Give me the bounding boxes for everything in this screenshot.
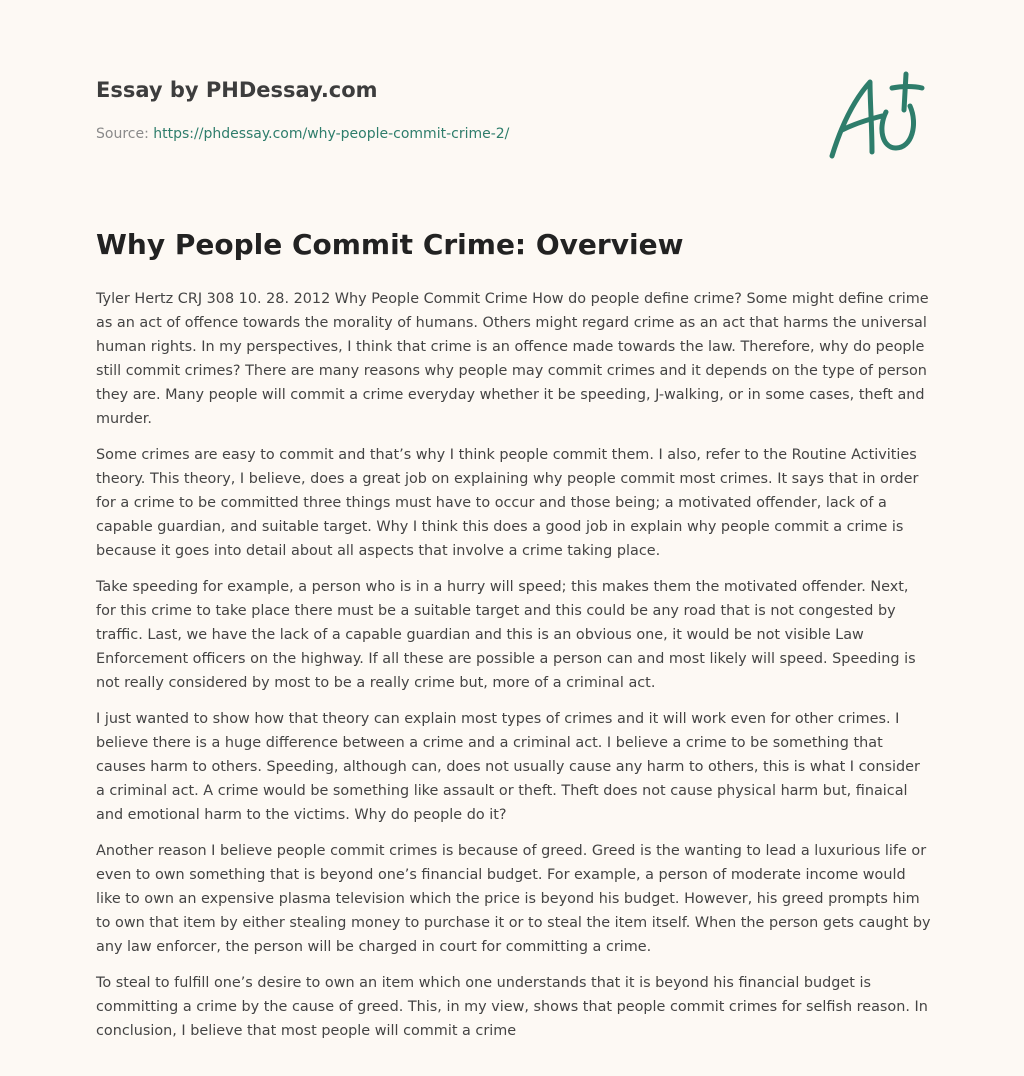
- page-title: Why People Commit Crime: Overview: [96, 228, 684, 261]
- source-link[interactable]: https://phdessay.com/why-people-commit-crime-2/: [153, 126, 510, 142]
- essay-paragraph: To steal to fulfill one’s desire to own an item which one understands that it is beyond his financial budget is committing a crime by the cause of greed. This, in my view, shows that people commit crimes for selfish reason. In conclusion, I believe that most people will commit a crime: [96, 975, 928, 1039]
- essay-paragraph: I just wanted to show how that theory can explain most types of crimes and it will work even for other crimes. I believe there is a huge difference between a crime and a criminal act. I believe a crime to be something that causes harm to others. Speeding, although can, does not usually cause any harm to others, this is what I consider a criminal act. A crime would be something like assault or theft. Theft does not cause physical harm but, finaical and emotional harm to the victims. Why do people do it?: [96, 711, 920, 823]
- essay-paragraph: Take speeding for example, a person who is in a hurry will speed; this makes them the motivated offender. Next, for this crime to take place there must be a suitable target and this could be any road that is not congested by traffic. Last, we have the lack of a capable guardian and this is an obvious one, it would be not visible Law Enforcement officers on the highway. If all these are possible a person can and most likely will speed. Speeding is not really considered by most to be a really crime but, more of a criminal act.: [96, 579, 916, 691]
- brand-title: Essay by PHDessay.com: [96, 78, 378, 102]
- essay-header: [96, 76, 936, 196]
- essay-paragraph: Another reason I believe people commit crimes is because of greed. Greed is the wanting to lead a luxurious life or even to own something that is beyond one’s financial budget. For example, a person of moderate income would like to own an expensive plasma television which the price is beyond his budget. However, his greed prompts him to own that item by either stealing money to purchase it or to steal the item itself. When the person gets caught by any law enforcer, the person will be charged in court for committing a crime.: [96, 843, 931, 955]
- source-line: [96, 124, 509, 144]
- essay-paragraph: Some crimes are easy to commit and that’s why I think people commit them. I also, refer to the Routine Activities theory. This theory, I believe, does a great job on explaining why people commit most crimes. It says that in order for a crime to be committed three things must have to occur and those being; a motivated offender, lack of a capable guardian, and suitable target. Why I think this does a good job in explain why people commit a crime is because it goes into detail about all aspects that involve a crime taking place.: [96, 447, 919, 559]
- essay-paragraph: Tyler Hertz CRJ 308 10. 28. 2012 Why People Commit Crime How do people define crime? Some might define crime as an act of offence towards the morality of humans. Others might regard crime as an act that harms the universal human rights. In my perspectives, I think that crime is an offence made towards the law. Therefore, why do people still commit crimes? There are many reasons why people may commit crimes and it depends on the type of person they are. Many people will commit a crime everyday whether it be speeding, J-walking, or in some cases, theft and murder.: [96, 291, 929, 427]
- essay-body: [96, 287, 932, 1055]
- source-label: Source:: [96, 126, 154, 142]
- a-plus-grade-logo-icon: [826, 68, 926, 168]
